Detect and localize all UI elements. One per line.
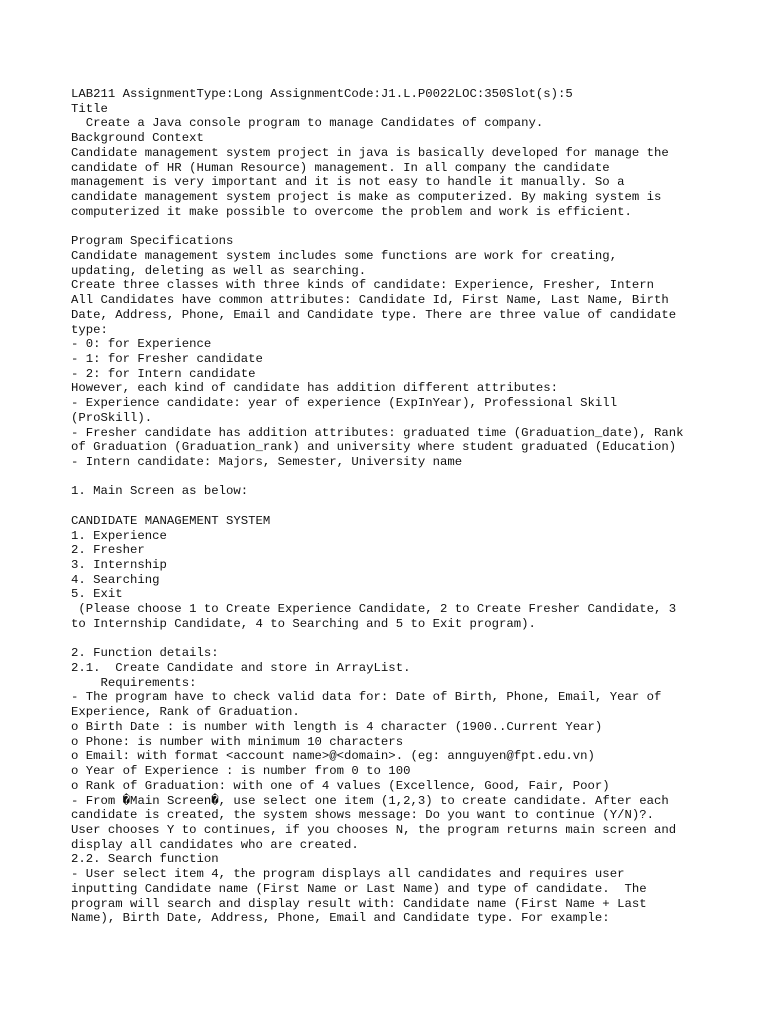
- doc-line: - 2: for Intern candidate: [71, 366, 256, 381]
- doc-line: Create three classes with three kinds of candidate: Experience, Fresher, Intern: [71, 278, 654, 293]
- doc-line: [71, 632, 711, 647]
- doc-line: 3. Internship: [71, 558, 167, 572]
- doc-line: [71, 470, 711, 485]
- doc-line: o Rank of Graduation: with one of 4 values (Excellence, Good, Fair, Poor): [71, 778, 610, 793]
- doc-line: - Fresher candidate has addition attributes: graduated time (Graduation_date), Rank: [71, 425, 684, 440]
- document-page: [71, 87, 711, 926]
- doc-line: - From �Main Screen�, use select one item (1,2,3) to create candidate. After each: [71, 793, 669, 808]
- doc-line: [71, 499, 711, 514]
- doc-line: However, each kind of candidate has addition different attributes:: [71, 381, 559, 396]
- doc-line: CANDIDATE MANAGEMENT SYSTEM: [71, 513, 271, 528]
- doc-line: o Email: with format <account name>@<domain>. (eg: annguyen@fpt.edu.vn): [71, 749, 595, 764]
- doc-line: Name), Birth Date, Address, Phone, Email and Candidate type. For example:: [71, 911, 610, 926]
- doc-line: - Experience candidate: year of experience (ExpInYear), Professional Skill: [71, 396, 618, 411]
- doc-line: 2. Function details:: [71, 646, 219, 661]
- doc-line: - User select item 4, the program displays all candidates and requires user: [71, 867, 625, 882]
- doc-line: Create a Java console program to manage Candidates of company.: [71, 116, 544, 131]
- doc-line: type:: [71, 322, 108, 337]
- doc-line: 2.2. Search function: [71, 852, 219, 867]
- doc-line: candidate management system project is make as computerized. By making system is: [71, 190, 662, 205]
- doc-line: candidate of HR (Human Resource) management. In all company the candidate: [71, 160, 610, 175]
- doc-line: 2. Fresher: [71, 543, 145, 558]
- doc-line: o Phone: is number with minimum 10 characters: [71, 734, 404, 749]
- doc-line: Candidate management system project in java is basically developed for manage the: [71, 145, 669, 160]
- doc-line: (Please choose 1 to Create Experience Candidate, 2 to Create Fresher Candidate, 3: [71, 602, 677, 617]
- doc-line: o Birth Date : is number with length is 4 character (1900..Current Year): [71, 719, 603, 734]
- doc-line: updating, deleting as well as searching.: [71, 263, 367, 278]
- doc-line: 1. Main Screen as below:: [71, 484, 249, 499]
- doc-line: management is very important and it is not easy to handle it manually. So a: [71, 175, 625, 190]
- doc-line: - 0: for Experience: [71, 337, 212, 352]
- doc-line: 4. Searching: [71, 572, 160, 587]
- doc-line: Program Specifications: [71, 234, 234, 249]
- doc-line: Title: [71, 101, 108, 116]
- doc-line: - 1: for Fresher candidate: [71, 351, 263, 366]
- doc-line: Background Context: [71, 131, 204, 146]
- doc-line: o Year of Experience : is number from 0 to 100: [71, 764, 411, 779]
- doc-line: 5. Exit: [71, 587, 123, 602]
- doc-line: Date, Address, Phone, Email and Candidate type. There are three value of candidate: [71, 307, 677, 322]
- doc-line: display all candidates who are created.: [71, 837, 359, 852]
- doc-line: candidate is created, the system shows message: Do you want to continue (Y/N)?.: [71, 808, 654, 823]
- doc-line: inputting Candidate name (First Name or Last Name) and type of candidate. The: [71, 881, 647, 896]
- doc-line: 1. Experience: [71, 528, 167, 543]
- doc-line: (ProSkill).: [71, 410, 153, 425]
- doc-line: All Candidates have common attributes: Candidate Id, First Name, Last Name, Birth: [71, 293, 669, 308]
- doc-line: 2.1. Create Candidate and store in ArrayList.: [71, 661, 411, 676]
- doc-line: Experience, Rank of Graduation.: [71, 705, 300, 720]
- doc-line: to Internship Candidate, 4 to Searching and 5 to Exit program).: [71, 616, 536, 631]
- doc-line: Requirements:: [71, 675, 197, 690]
- doc-line: program will search and display result with: Candidate name (First Name + Last: [71, 896, 647, 911]
- doc-line: [71, 219, 711, 234]
- doc-line: computerized it make possible to overcome the problem and work is efficient.: [71, 204, 632, 219]
- doc-line: - The program have to check valid data for: Date of Birth, Phone, Email, Year of: [71, 690, 662, 705]
- doc-line: LAB211 AssignmentType:Long AssignmentCode:J1.L.P0022LOC:350Slot(s):5: [71, 87, 573, 101]
- doc-line: of Graduation (Graduation_rank) and university where student graduated (Education): [71, 440, 677, 455]
- doc-line: Candidate management system includes some functions are work for creating,: [71, 248, 618, 263]
- doc-line: User chooses Y to continues, if you chooses N, the program returns main screen and: [71, 822, 677, 837]
- doc-line: - Intern candidate: Majors, Semester, University name: [71, 454, 463, 469]
